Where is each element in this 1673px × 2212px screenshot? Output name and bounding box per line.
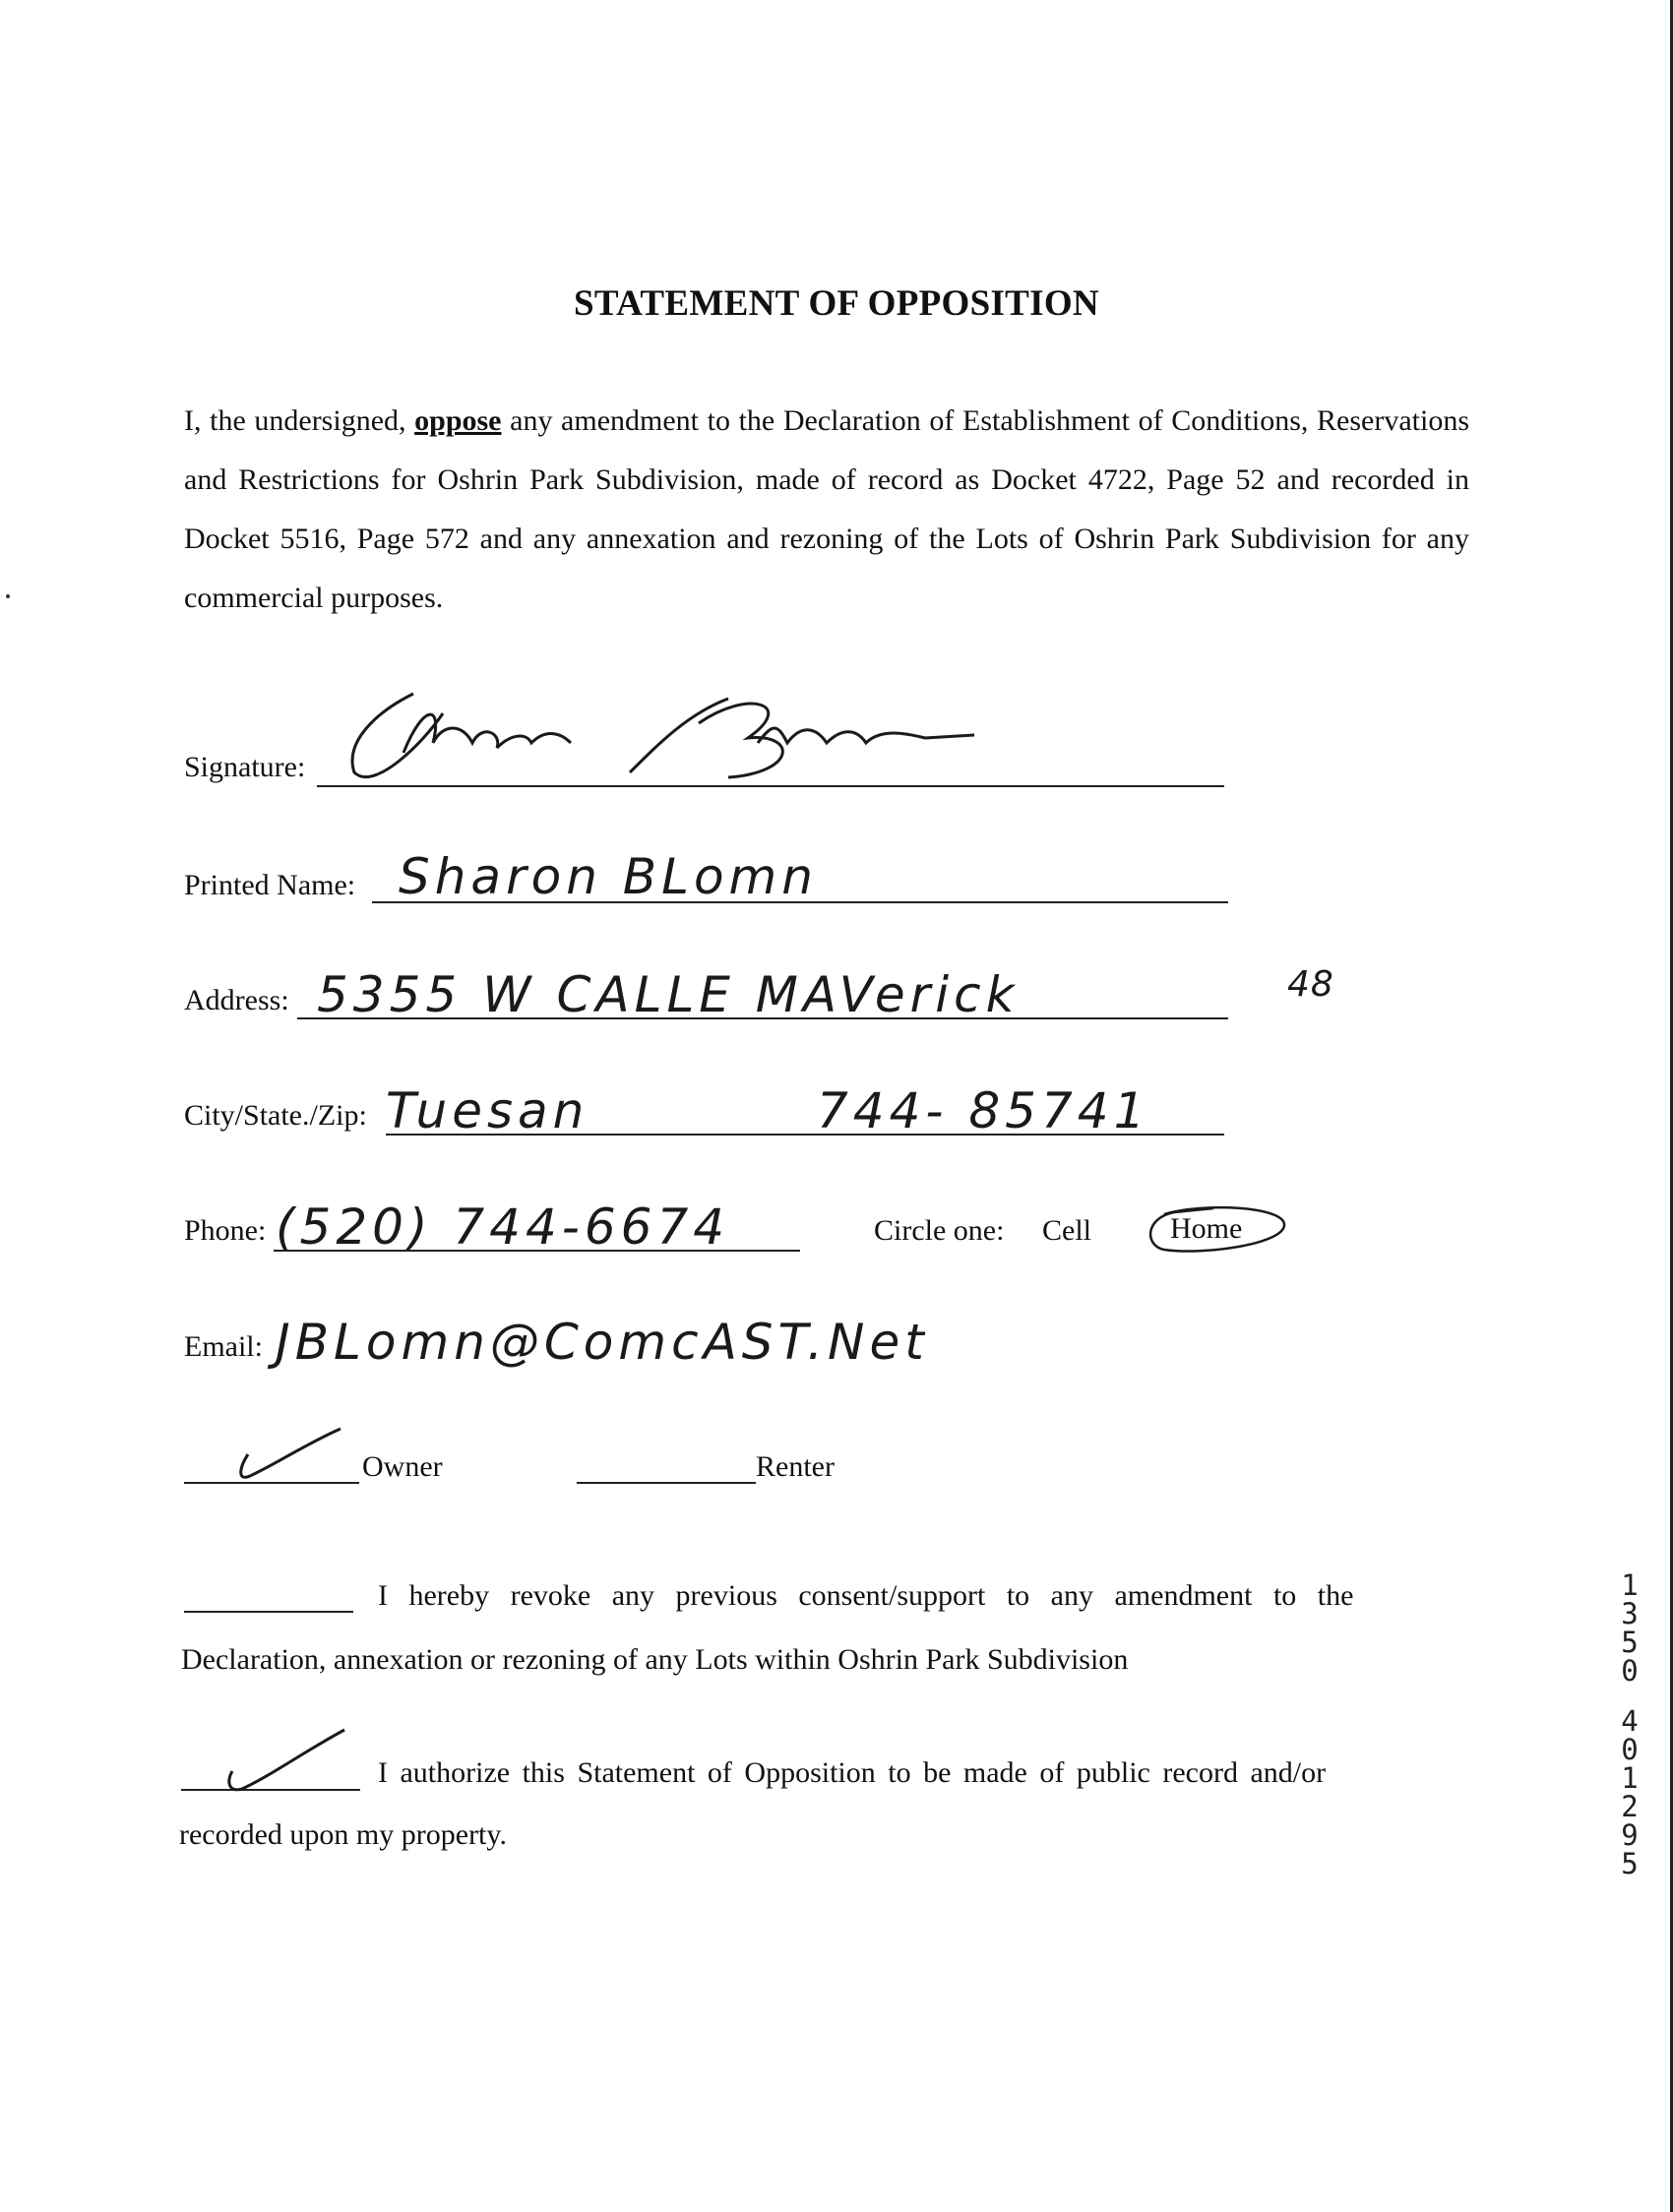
intro-oppose: oppose [414, 404, 502, 437]
renter-label: Renter [756, 1450, 835, 1483]
renter-line[interactable] [577, 1482, 756, 1484]
document-title: STATEMENT OF OPPOSITION [574, 283, 1099, 324]
phone-value: (520) 744-6674 [276, 1198, 730, 1256]
email-value: JBLomn@ComcAST.Net [276, 1314, 929, 1371]
circle-option-cell[interactable]: Cell [1042, 1214, 1091, 1247]
scan-speck [6, 594, 10, 598]
address-value: 5355 W CALLE MAVerick [317, 966, 1020, 1023]
stamp-digit: 0 [1621, 1654, 1639, 1688]
stamp-digit: 2 [1621, 1790, 1639, 1823]
stamp-digit: 0 [1621, 1733, 1639, 1766]
address-label: Address: [184, 984, 289, 1016]
revoke-text-line1: I hereby revoke any previous consent/support to any amendment to the [378, 1579, 1354, 1612]
home-label: Home [1170, 1212, 1243, 1245]
signature-label: Signature: [184, 751, 306, 783]
stamp-digit: 3 [1621, 1597, 1639, 1630]
city-value: Tuesan [386, 1082, 589, 1139]
circle-one-label: Circle one: [874, 1214, 1005, 1247]
email-label: Email: [184, 1330, 263, 1363]
stamp-digit: 1 [1621, 1568, 1639, 1602]
zip-value: 744- 85741 [817, 1082, 1150, 1139]
signature-image [335, 684, 984, 792]
revoke-text-line2: Declaration, annexation or rezoning of any Lots within Oshrin Park Subdivision [181, 1643, 1129, 1676]
city-label: City/State./Zip: [184, 1099, 367, 1132]
authorize-text-line1: I authorize this Statement of Opposition to be made of public record and/or [378, 1756, 1327, 1789]
authorize-text-line2: recorded upon my property. [179, 1818, 507, 1851]
phone-label: Phone: [184, 1214, 267, 1247]
owner-check-mark[interactable] [236, 1425, 344, 1484]
printed-name-value: Sharon BLomn [399, 848, 818, 905]
intro-after: any amendment to the Declaration of Establishment of Conditions, Reservations and Restrictions for Oshrin Park Subdivision, made of record as Docket 4722, Page 52 and recorded in Docket 5516, Page 572 and any annexation and rezoning of the Lots of Oshrin Park Subdivision for any commercial purposes. [184, 404, 1469, 614]
authorize-check-mark[interactable] [222, 1720, 350, 1799]
stamp-digit: 9 [1621, 1818, 1639, 1852]
document-stamp-number [1610, 1568, 1649, 1880]
intro-paragraph [184, 392, 1469, 628]
revoke-line[interactable] [184, 1611, 353, 1613]
owner-label: Owner [362, 1450, 443, 1483]
stamp-digit: 5 [1621, 1626, 1639, 1659]
stamp-digit: 4 [1621, 1704, 1639, 1738]
stamp-digit: 5 [1621, 1847, 1639, 1880]
address-note: 48 [1287, 964, 1334, 1005]
circle-option-home[interactable] [1145, 1202, 1292, 1258]
printed-name-label: Printed Name: [184, 869, 356, 901]
intro-before: I, the undersigned, [184, 404, 406, 437]
stamp-digit: 1 [1621, 1761, 1639, 1795]
